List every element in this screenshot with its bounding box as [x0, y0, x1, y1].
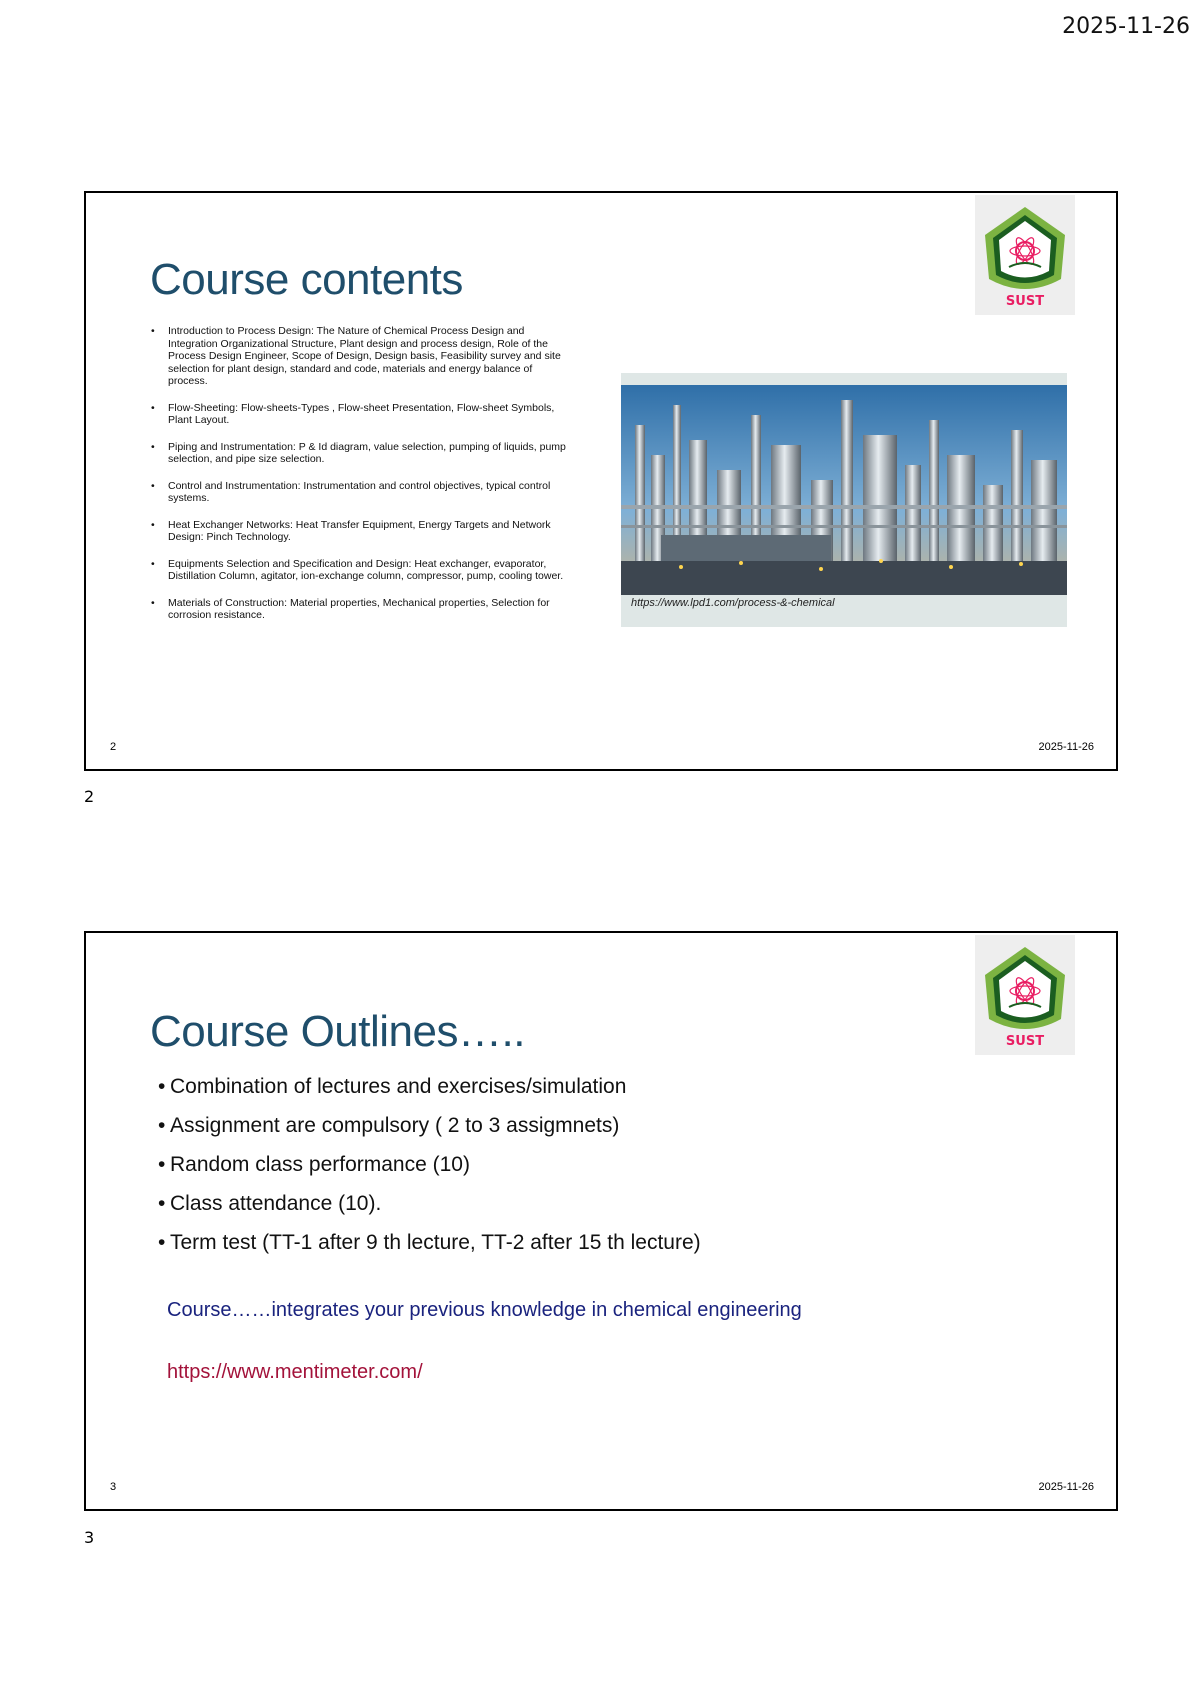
image-caption: https://www.lpd1.com/process-&-chemical — [631, 597, 835, 609]
slide-course-outlines — [84, 931, 1118, 1511]
bullet-item: • Class attendance (10). — [158, 1192, 701, 1216]
page-date: 2025-11-26 — [1062, 14, 1190, 39]
refinery-photo — [621, 385, 1067, 595]
university-emblem-icon — [975, 195, 1075, 315]
university-emblem-icon — [975, 935, 1075, 1055]
bullet-item: • Term test (TT-1 after 9 th lecture, TT-2 after 15 th lecture) — [158, 1231, 701, 1255]
slide-number: 2 — [110, 741, 117, 753]
bullet-item: • Introduction to Process Design: The Nature of Chemical Process Design and Integration Organizational Structure, Plant design and process design, Role of the Process Design Engineer, Scope of Design, Design basis, Feasibility survey and site selection for plant design, standard and code, materials and energy balance of process. — [150, 325, 570, 388]
slide-date: 2025-11-26 — [1038, 1481, 1094, 1493]
page-caption-number: 3 — [84, 1528, 95, 1547]
content-bullet-list — [150, 325, 570, 636]
bullet-item: • Flow-Sheeting: Flow-sheets-Types , Flow-sheet Presentation, Flow-sheet Symbols, Plant Layout. — [150, 402, 570, 427]
slide-course-contents — [84, 191, 1118, 771]
refinery-photo-panel — [621, 373, 1067, 627]
university-logo — [975, 195, 1075, 315]
bullet-item: • Random class performance (10) — [158, 1153, 701, 1177]
bullet-item: • Equipments Selection and Specification and Design: Heat exchanger, evaporator, Distillation Column, agitator, ion-exchange column, compressor, pump, cooling tower. — [150, 558, 570, 583]
integrates-statement: Course……integrates your previous knowledge in chemical engineering — [167, 1299, 802, 1321]
logo-text: SUST — [1005, 294, 1045, 309]
page-caption-number: 2 — [84, 787, 95, 806]
slide-number: 3 — [110, 1481, 117, 1493]
slide-date: 2025-11-26 — [1038, 741, 1094, 753]
logo-text: SUST — [1005, 1034, 1045, 1049]
slide-title: Course Outlines….. — [150, 1007, 525, 1056]
bullet-item: • Piping and Instrumentation: P & Id diagram, value selection, pumping of liquids, pump selection, and pipe size selection. — [150, 441, 570, 466]
slide-title: Course contents — [150, 255, 463, 304]
outline-bullet-list — [158, 1075, 701, 1270]
bullet-item: • Combination of lectures and exercises/simulation — [158, 1075, 701, 1099]
bullet-item: • Assignment are compulsory ( 2 to 3 assigmnets) — [158, 1114, 701, 1138]
university-logo — [975, 935, 1075, 1055]
bullet-item: • Heat Exchanger Networks: Heat Transfer Equipment, Energy Targets and Network Design: Pinch Technology. — [150, 519, 570, 544]
bullet-item: • Materials of Construction: Material properties, Mechanical properties, Selection for corrosion resistance. — [150, 597, 570, 622]
mentimeter-link[interactable]: https://www.mentimeter.com/ — [167, 1361, 423, 1383]
bullet-item: • Control and Instrumentation: Instrumentation and control objectives, typical control systems. — [150, 480, 570, 505]
